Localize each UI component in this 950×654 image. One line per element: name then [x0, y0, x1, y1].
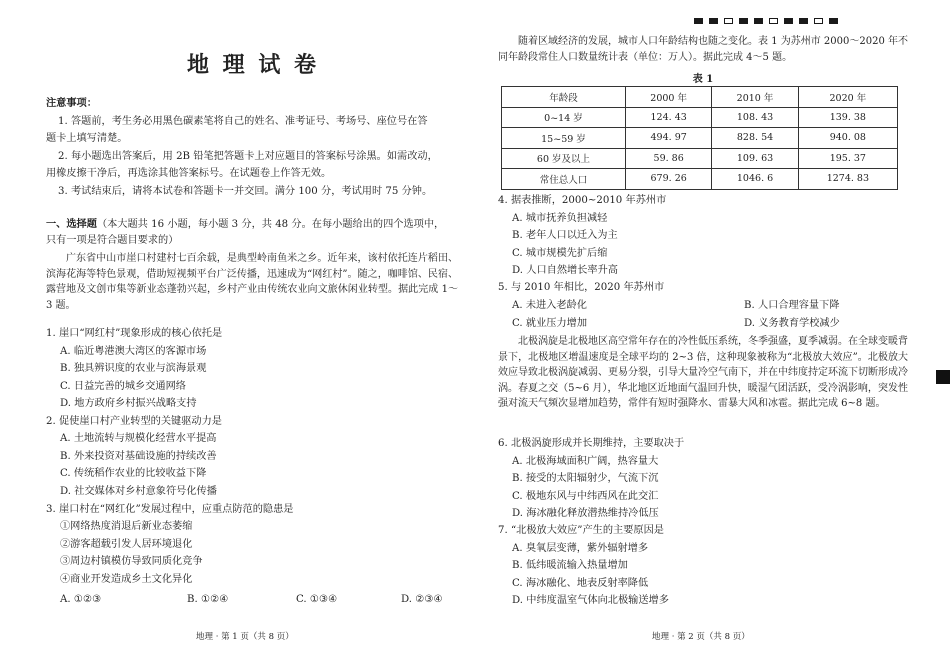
- table-cell: 1274. 83: [798, 169, 897, 190]
- q7-option-a[interactable]: A. 臭氧层变薄，紫外辐射增多: [512, 543, 649, 554]
- q5-option-c[interactable]: C. 就业压力增加: [512, 318, 588, 329]
- q6-option-b[interactable]: B. 接受的太阳辐射少，气流下沉: [512, 473, 659, 484]
- q3-item-3: ③周边村镇模仿导致同质化竞争: [60, 556, 203, 567]
- table-row: [502, 128, 898, 149]
- q6-option-d[interactable]: D. 海冰融化释放潜热维持冷低压: [512, 508, 659, 519]
- q4-option-d[interactable]: D. 人口自然增长率升高: [512, 265, 618, 276]
- q3-item-4: ④商业开发造成乡土文化异化: [60, 574, 193, 585]
- table-cell: 679. 26: [625, 169, 711, 190]
- notice-line: 3. 考试结束后，请将本试卷和答题卡一并交回。满分 100 分，考试用时 75 分钟。: [58, 186, 433, 197]
- table-header-cell: 2000 年: [625, 87, 711, 108]
- q2-option-a[interactable]: A. 土地流转与规模化经营水平提高: [60, 433, 217, 444]
- table-cell: 0~14 岁: [502, 107, 626, 128]
- q7-option-d[interactable]: D. 中纬度温室气体向北极输送增多: [512, 595, 669, 606]
- question-7: 7. “北极放大效应”产生的主要原因是: [498, 525, 664, 536]
- table-header-cell: 年龄段: [502, 87, 626, 108]
- exam-title: 地 理 试 卷: [187, 52, 319, 78]
- table-caption: 表 1: [692, 74, 714, 85]
- table-cell: 195. 37: [798, 148, 897, 169]
- question-1: 1. 崖口“网红村”现象形成的核心依托是: [46, 328, 223, 339]
- section-label: 一、选择题: [46, 218, 97, 230]
- notice-line: 题卡上填写清楚。: [46, 133, 128, 144]
- q5-option-b[interactable]: B. 人口合理容量下降: [744, 300, 840, 311]
- q1-option-d[interactable]: D. 地方政府乡村振兴战略支持: [60, 398, 197, 409]
- section-desc: （本大题共 16 小题，每小题 3 分，共 48 分。在每小题给出的四个选项中，: [96, 219, 445, 230]
- q7-option-b[interactable]: B. 低纬暖流输入热量增加: [512, 560, 628, 571]
- notice-line: 1. 答题前，考生务必用黑色碳素笔将自己的姓名、准考证号、考场号、座位号在答: [58, 116, 428, 127]
- table-intro: 随着区域经济的发展，城市人口年龄结构也随之变化。表 1 为苏州市 2000～2020 年不同年龄段常住人口数量统计表（单位：万人）。据此完成 4～5 题。: [498, 36, 908, 63]
- q5-option-a[interactable]: A. 未进入老龄化: [512, 300, 587, 311]
- question-3: 3. 崖口村在“网红化”发展过程中，应重点防范的隐患是: [46, 504, 294, 515]
- left-page: [46, 0, 460, 654]
- notice-line: 用橡皮擦干净后，再选涂其他答案标号。在试题卷上作答无效。: [46, 168, 332, 179]
- registration-mark: [936, 370, 950, 384]
- q3-option-d[interactable]: D. ②③④: [401, 594, 443, 605]
- q1-option-b[interactable]: B. 独具辨识度的农业与滨海景观: [60, 363, 207, 374]
- question-4: 4. 据表推断，2000~2010 年苏州市: [498, 195, 667, 206]
- notice-title: 注意事项：: [46, 97, 97, 109]
- q7-option-c[interactable]: C. 海冰融化、地表反射率降低: [512, 578, 649, 589]
- table-cell: 常住总人口: [502, 169, 626, 190]
- table-header-cell: 2020 年: [798, 87, 897, 108]
- q1-option-a[interactable]: A. 临近粤港澳大湾区的客源市场: [60, 346, 207, 357]
- table-cell: 15~59 岁: [502, 128, 626, 149]
- section-desc-line2: 只有一项是符合题目要求的）: [46, 235, 179, 246]
- q4-option-c[interactable]: C. 城市规模先扩后缩: [512, 248, 608, 259]
- question-6: 6. 北极涡旋形成并长期维持，主要取决于: [498, 438, 685, 449]
- q5-option-d[interactable]: D. 义务教育学校减少: [744, 318, 840, 329]
- q2-option-d[interactable]: D. 社交媒体对乡村意象符号化传播: [60, 486, 217, 497]
- passage-2: 北极涡旋是北极地区高空常年存在的冷性低压系统，冬季强盛，夏季减弱。在全球变暖背景下，北极地区增温速度是全球平均的 2~3 倍，这种现象被称为“北极放大效应”。北极放大效应导致北极涡旋减弱、更易分裂，引导大量冷空气南下，并在中纬度持定环流下切断形成冷涡。春夏之交（5~6 月），华北地区近地面气温回升快，暖湿气团活跃，受冷涡影响，突发性强对流天气频次显增加趋势，常伴有短时强降水、雷暴大风和冰雹。据此完成 6~8 题。: [498, 336, 908, 409]
- table-cell: 108. 43: [712, 107, 798, 128]
- table-row: [502, 169, 898, 190]
- q3-option-c[interactable]: C. ①③④: [296, 594, 338, 605]
- q3-option-a[interactable]: A. ①②③: [60, 594, 102, 605]
- table-cell: 60 岁及以上: [502, 148, 626, 169]
- table-cell: 59. 86: [625, 148, 711, 169]
- notice-line: 2. 每小题选出答案后，用 2B 铅笔把答题卡上对应题目的答案标号涂黑。如需改动，: [58, 151, 438, 162]
- table-row: [502, 148, 898, 169]
- section-heading: [46, 217, 444, 232]
- table-cell: 109. 63: [712, 148, 798, 169]
- q2-option-c[interactable]: C. 传统稻作农业的比较收益下降: [60, 468, 207, 479]
- table-cell: 494. 97: [625, 128, 711, 149]
- q6-option-a[interactable]: A. 北极海域面积广阔，热容量大: [512, 456, 659, 467]
- q3-item-2: ②游客超载引发人居环境退化: [60, 539, 193, 550]
- passage-1: 广东省中山市崖口村建村七百余载，是典型岭南鱼米之乡。近年来，该村依托连片稻田、滨海花海等特色景观，借助短视频平台广泛传播，迅速成为“网红村”。随之，咖啡馆、民宿、露营地及文创市集等新业态蓬勃兴起，乡村产业由传统农业向文旅休闲业转型。据此完成 1～3 题。: [46, 253, 458, 311]
- table-cell: 1046. 6: [712, 169, 798, 190]
- question-2: 2. 促使崖口村产业转型的关键驱动力是: [46, 416, 222, 427]
- population-table: [501, 86, 898, 190]
- page-footer: 地理 · 第 2 页（共 8 页）: [652, 632, 750, 642]
- table-row: [502, 107, 898, 128]
- q3-item-1: ①网络热度消退后新业态萎缩: [60, 521, 193, 532]
- table-cell: 139. 38: [798, 107, 897, 128]
- right-page: [498, 0, 908, 654]
- q1-option-c[interactable]: C. 日益完善的城乡交通网络: [60, 381, 186, 392]
- q3-option-b[interactable]: B. ①②④: [187, 594, 229, 605]
- q4-option-b[interactable]: B. 老年人口以迁入为主: [512, 230, 618, 241]
- table-cell: 940. 08: [798, 128, 897, 149]
- q2-option-b[interactable]: B. 外来投资对基础设施的持续改善: [60, 451, 217, 462]
- table-header-cell: 2010 年: [712, 87, 798, 108]
- table-cell: 124. 43: [625, 107, 711, 128]
- question-5: 5. 与 2010 年相比，2020 年苏州市: [498, 282, 665, 293]
- q6-option-c[interactable]: C. 极地东风与中纬西风在此交汇: [512, 491, 659, 502]
- page-footer: 地理 · 第 1 页（共 8 页）: [196, 632, 294, 642]
- table-cell: 828. 54: [712, 128, 798, 149]
- q4-option-a[interactable]: A. 城市抚养负担减轻: [512, 213, 608, 224]
- table-header-row: [502, 87, 898, 108]
